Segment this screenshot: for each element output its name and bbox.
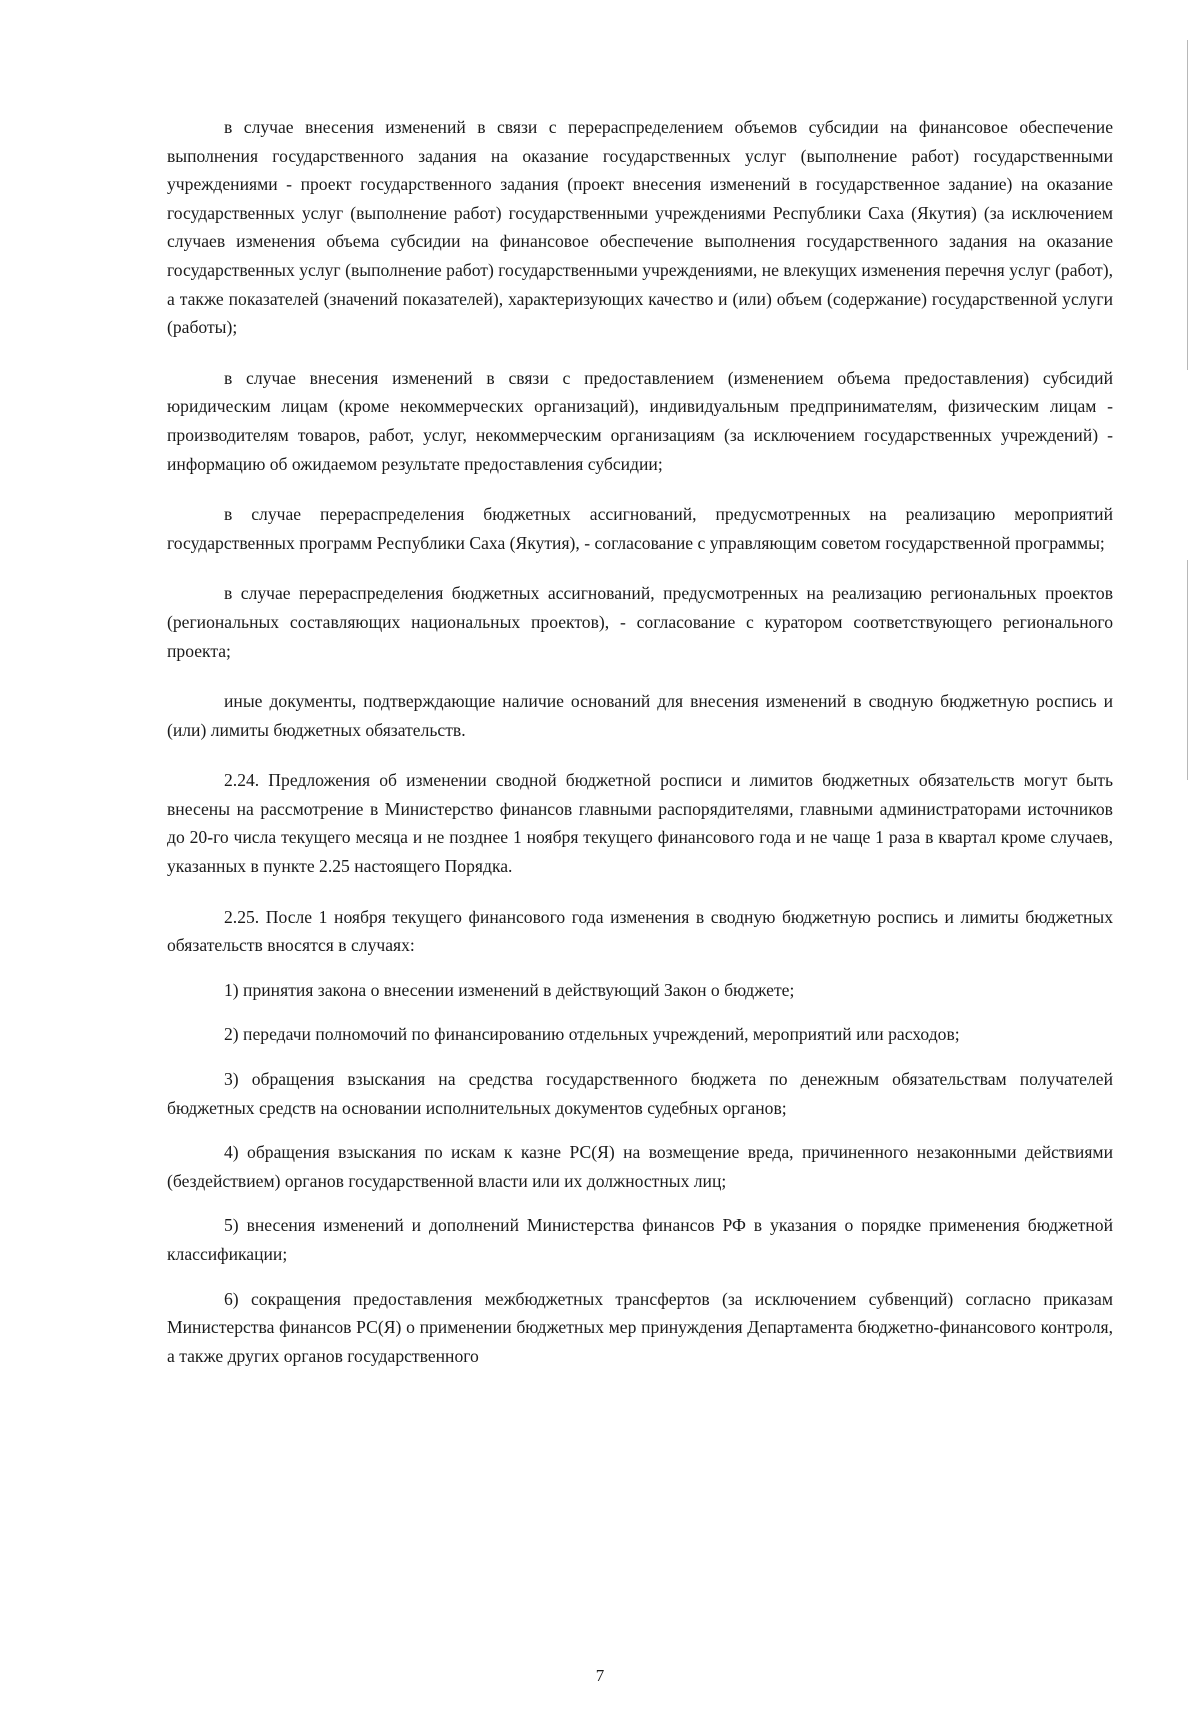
paragraph-subsidy-provision: в случае внесения изменений в связи с предоставлением (изменением объема предоставления) субсидий юридическим лицам (кроме некоммерческих организаций), индивидуальным предпринимателям, физическим лицам - производителям товаров, работ, услуг, некоммерческим организациям (за исключением государственных учреждений) - информацию об ожидаемом результате предоставления субсидии; <box>167 367 1113 474</box>
list-item-6: 6) сокращения предоставления межбюджетных трансфертов (за исключением субвенций) согласно приказам Министерства финансов РС(Я) о применении бюджетных мер принуждения Департамента бюджетно-финансового контроля, а также других органов государственного <box>167 1288 1113 1366</box>
paragraph-regional-projects: в случае перераспределения бюджетных ассигнований, предусмотренных на реализацию региональных проектов (региональных составляющих национальных проектов), - согласование с куратором соответствующего регионального проекта; <box>167 583 1113 661</box>
list-item-5: 5) внесения изменений и дополнений Министерства финансов РФ в указания о порядке применения бюджетной классификации; <box>167 1215 1113 1264</box>
document-body <box>167 113 1113 1370</box>
list-item-1: 1) принятия закона о внесении изменений в действующий Закон о бюджете; <box>224 979 795 1000</box>
paragraph-other-documents: иные документы, подтверждающие наличие оснований для внесения изменений в сводную бюджетную роспись и (или) лимиты бюджетных обязательств. <box>167 691 1113 740</box>
scan-edge-mark <box>1187 560 1188 780</box>
paragraph-state-programs: в случае перераспределения бюджетных ассигнований, предусмотренных на реализацию мероприятий государственных программ Республики Саха (Якутия), - согласование с управляющим советом государственной программы; <box>167 504 1113 553</box>
list-item-3: 3) обращения взыскания на средства государственного бюджета по денежным обязательствам получателей бюджетных средств на основании исполнительных документов судебных органов; <box>167 1069 1113 1118</box>
paragraph-clause-2-24: 2.24. Предложения об изменении сводной бюджетной росписи и лимитов бюджетных обязательств могут быть внесены на рассмотрение в Министерство финансов главными распорядителями, главными администраторами источников до 20-го числа текущего месяца и не позднее 1 ноября текущего финансового года и не чаще 1 раза в квартал кроме случаев, указанных в пункте 2.25 настоящего Порядка. <box>167 770 1113 877</box>
list-item-2: 2) передачи полномочий по финансированию отдельных учреждений, мероприятий или расходов; <box>224 1024 960 1045</box>
page-number: 7 <box>595 1666 605 1685</box>
paragraph-subsidy-redistribution: в случае внесения изменений в связи с перераспределением объемов субсидии на финансовое обеспечение выполнения государственного задания на оказание государственных услуг (выполнение работ) государственными учреждениями - проект государственного задания (проект внесения изменений в государственное задание) на оказание государственных услуг (выполнение работ) государственными учреждениями Республики Саха (Якутия) (за исключением случаев изменения объема субсидии на финансовое обеспечение выполнения государственного задания на оказание государственных услуг (выполнение работ) государственными учреждениями, не влекущих изменения перечня услуг (работ), а также показателей (значений показателей), характеризующих качество и (или) объем (содержание) государственной услуги (работы); <box>167 117 1113 338</box>
paragraph-clause-2-25: 2.25. После 1 ноября текущего финансового года изменения в сводную бюджетную роспись и лимиты бюджетных обязательств вносятся в случаях: <box>167 906 1113 956</box>
list-item-4: 4) обращения взыскания по искам к казне РС(Я) на возмещение вреда, причиненного незаконными действиями (бездействием) органов государственной власти или их должностных лиц; <box>167 1142 1113 1191</box>
scan-edge-mark <box>1187 40 1188 370</box>
